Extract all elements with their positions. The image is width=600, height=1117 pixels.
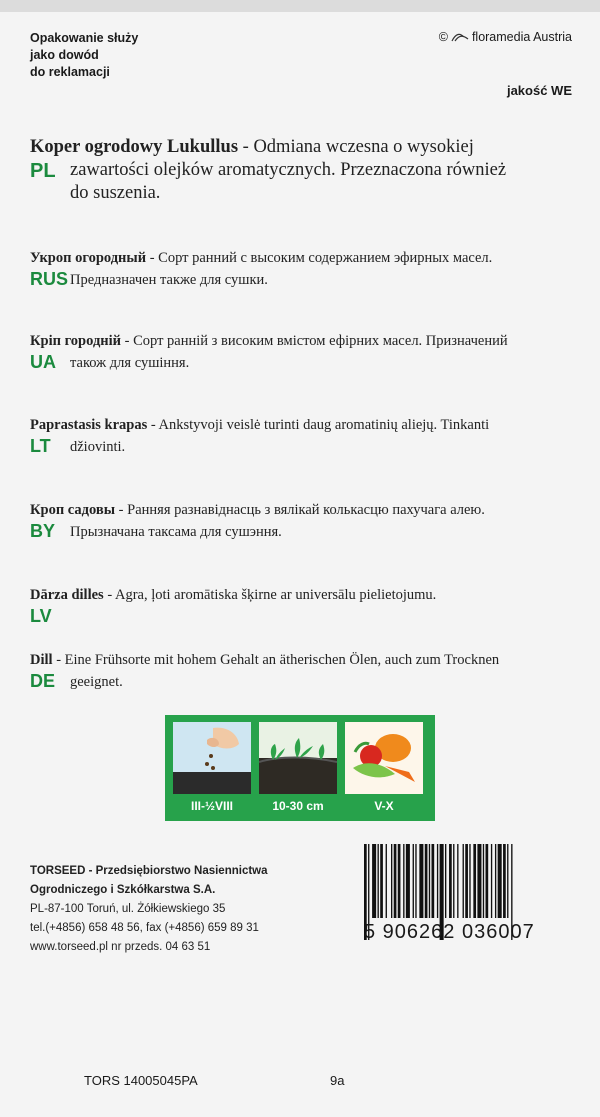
section-by: [30, 499, 570, 543]
section-text: [30, 584, 570, 606]
description-line: - Сорт ранній з високим вмістом ефірних масел. Призначений: [121, 333, 508, 349]
description-line: - Сорт ранний с высоким содержанием эфирных масел.: [146, 250, 493, 266]
variety-name: Кроп садовы: [30, 502, 116, 518]
page-number: 9a: [330, 1073, 345, 1088]
barcode-bar: [469, 844, 470, 918]
description-line: do suszenia.: [70, 183, 161, 203]
section-lt: [30, 414, 570, 458]
barcode-bar: [391, 844, 392, 918]
cultivation-icons-panel: [165, 715, 435, 821]
barcode-bar: [403, 844, 404, 918]
section-text: [30, 136, 570, 205]
description-line: zawartości olejków aromatycznych. Przeznaczona również: [70, 160, 507, 180]
company-line: PL-87-100 Toruń, ul. Żółkiewskiego 35: [30, 903, 226, 915]
section-ua: [30, 330, 570, 374]
barcode-bar: [406, 844, 410, 918]
description-line: džiovinti.: [70, 439, 126, 455]
note-line: jako dowód: [30, 48, 99, 62]
quality-mark: jakość WE: [506, 83, 572, 98]
section-text: [30, 247, 570, 291]
description-line: Предназначен также для сушки.: [70, 272, 268, 288]
icon-cell-harvest: [345, 722, 423, 821]
barcode-bar: [463, 844, 464, 918]
variety-name: Koper ogrodowy Lukullus: [30, 137, 239, 157]
complaint-note: [30, 30, 190, 81]
language-code: LV: [30, 606, 52, 626]
barcode-bar: [394, 844, 397, 918]
barcode-bar: [465, 844, 468, 918]
description-line: також для сушіння.: [70, 355, 190, 371]
barcode-bar: [495, 844, 496, 918]
barcode-bar: [380, 844, 383, 918]
sowing-period-label: III-½VIII: [190, 799, 233, 813]
barcode-bar: [386, 844, 387, 918]
barcode-bar: [483, 844, 484, 918]
description-line: Прызначана таксама для сушэння.: [70, 524, 282, 540]
barcode-bar: [449, 844, 452, 918]
company-line: TORSEED - Przedsiębiorstwo Nasiennictwa: [30, 865, 268, 877]
floramedia-logo-icon: [451, 32, 469, 42]
barcode-bar: [413, 844, 414, 918]
language-code: RUS: [30, 269, 69, 289]
icon-cell-spacing: [259, 722, 337, 821]
company-info: [30, 862, 268, 957]
variety-name: Dill: [30, 652, 53, 668]
language-code: LT: [30, 436, 51, 456]
company-line: www.torseed.pl nr przeds. 04 63 51: [30, 941, 211, 953]
language-code: UA: [30, 352, 56, 372]
description-line: - Ankstyvoji veislė turinti daug aromatinių aliejų. Tinkanti: [147, 417, 490, 433]
barcode-bar: [419, 844, 423, 918]
icon-cell-sowing: [173, 722, 251, 821]
seedling-row-icon: [259, 722, 337, 794]
brand-name: floramedia Austria: [471, 30, 572, 44]
section-text: [30, 330, 570, 374]
note-line: Opakowanie służy: [30, 31, 139, 45]
barcode-bar: [398, 844, 401, 918]
description-line: geeignet.: [70, 674, 123, 690]
barcode-bar: [498, 844, 502, 918]
barcode-bar: [415, 844, 416, 918]
barcode-bar: [473, 844, 476, 918]
barcode-bar: [372, 844, 376, 918]
brand: [439, 30, 572, 44]
top-strip: [0, 0, 600, 12]
barcode-bar: [453, 844, 454, 918]
section-de: [30, 649, 570, 693]
barcode-bar: [503, 844, 506, 918]
variety-name: Dārza dilles: [30, 587, 104, 603]
barcode-bar: [457, 844, 458, 918]
description-line: - Ранняя разнавіднасць з вялікай колькасцю пахучага алею.: [115, 502, 485, 518]
description-line: - Eine Frühsorte mit hohem Gehalt an ätherischen Ölen, auch zum Trocknen: [52, 652, 500, 668]
harvest-vegetables-icon: [345, 722, 423, 794]
barcode-bar: [437, 844, 438, 918]
section-rus: [30, 247, 570, 291]
note-line: do reklamacji: [30, 65, 110, 79]
barcode-bar: [432, 844, 435, 918]
description-line: - Agra, ļoti aromātiska šķirne ar universālu pielietojumu.: [103, 587, 437, 603]
company-line: tel.(+4856) 658 48 56, fax (+4856) 659 89 31: [30, 922, 259, 934]
barcode-bar: [477, 844, 481, 918]
sowing-icon: [173, 722, 251, 794]
product-code: TORS 14005045PA: [84, 1073, 198, 1088]
language-code: DE: [30, 671, 56, 691]
barcode-bar: [507, 844, 508, 918]
barcode-bar: [425, 844, 428, 918]
section-text: [30, 649, 570, 693]
barcode-bar: [491, 844, 492, 918]
section-lv: [30, 584, 570, 626]
barcode-bar: [486, 844, 489, 918]
variety-name: Укроп огородный: [30, 250, 147, 266]
language-code: BY: [30, 521, 56, 541]
barcode-digits: 5 906262 036007: [364, 921, 535, 943]
barcode-bar: [429, 844, 430, 918]
barcode-bar: [445, 844, 446, 918]
section-pl: [30, 136, 570, 205]
spacing-label: 10-30 cm: [272, 799, 324, 813]
description-line: - Odmiana wczesna o wysokiej: [238, 137, 474, 157]
section-text: [30, 499, 570, 543]
section-text: [30, 414, 570, 458]
company-line: Ogrodniczego i Szkółkarstwa S.A.: [30, 884, 216, 896]
variety-name: Paprastasis krapas: [30, 417, 148, 433]
language-code: PL: [30, 160, 56, 182]
barcode-bar: [378, 844, 379, 918]
copyright-symbol: ©: [438, 30, 448, 44]
harvest-period-label: V-X: [374, 799, 394, 813]
variety-name: Кріп городній: [30, 333, 122, 349]
